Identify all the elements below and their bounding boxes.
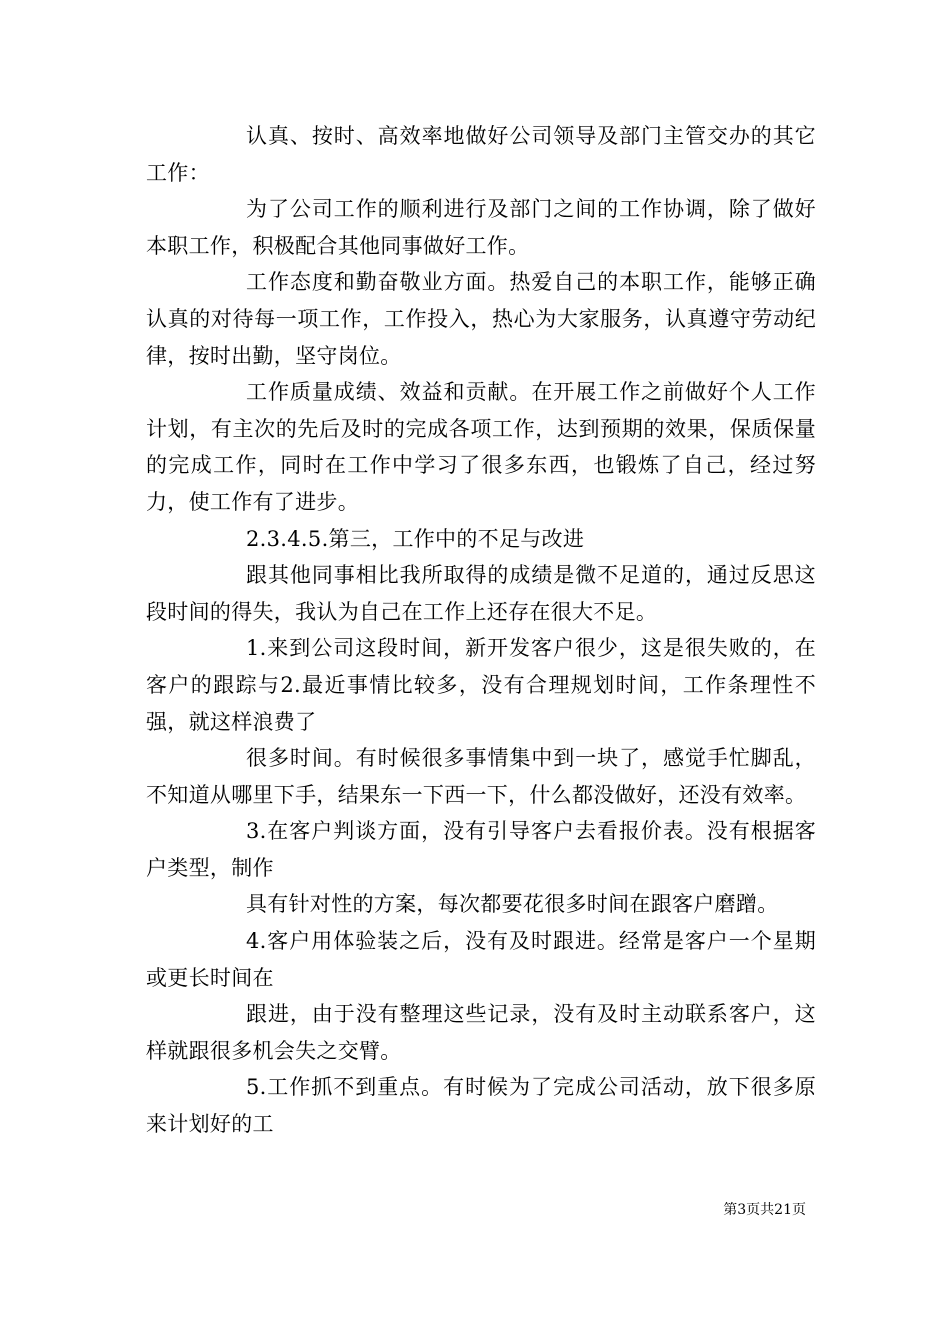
section-heading: 2.3.4.5.第三，工作中的不足与改进 [246,526,585,551]
paragraph: 工作质量成绩、效益和贡献。在开展工作之前做好个人工作计划，有主次的先后及时的完成各项工作，达到预期的效果，保质保量的完成工作，同时在工作中学习了很多东西，也锻炼了自己，经过努力，使工作有了进步。 [146,380,816,514]
paragraph: 很多时间。有时候很多事情集中到一块了，感觉手忙脚乱，不知道从哪里下手，结果东一下西一下，什么都没做好，还没有效率。 [146,746,816,807]
paragraph: 认真、按时、高效率地做好公司领导及部门主管交办的其它工作： [146,124,816,185]
paragraph: 工作态度和勤奋敬业方面。热爱自己的本职工作，能够正确认真的对待每一项工作，工作投入，热心为大家服务，认真遵守劳动纪律，按时出勤，坚守岗位。 [146,270,816,368]
list-item: 3.在客户判谈方面，没有引导客户去看报价表。没有根据客户类型，制作 [146,819,816,880]
list-item: 4.客户用体验装之后，没有及时跟进。经常是客户一个星期或更长时间在 [146,929,816,990]
list-item: 5.工作抓不到重点。有时候为了完成公司活动，放下很多原来计划好的工 [146,1075,816,1137]
paragraph: 为了公司工作的顺利进行及部门之间的工作协调，除了做好本职工作，积极配合其他同事做好工作。 [146,197,816,258]
paragraph: 跟进，由于没有整理这些记录，没有及时主动联系客户，这样就跟很多机会失之交臂。 [146,1002,816,1063]
page-number: 第3页共21页 [723,1202,806,1218]
list-item: 1.来到公司这段时间，新开发客户很少，这是很失败的，在客户的跟踪与2.最近事情比较多，没有合理规划时间，工作条理性不强，就这样浪费了 [146,636,816,734]
paragraph: 跟其他同事相比我所取得的成绩是微不足道的，通过反思这段时间的得失，我认为自己在工作上还存在很大不足。 [146,563,816,624]
document-body [146,118,816,1143]
paragraph: 具有针对性的方案，每次都要花很多时间在跟客户磨蹭。 [246,892,779,917]
